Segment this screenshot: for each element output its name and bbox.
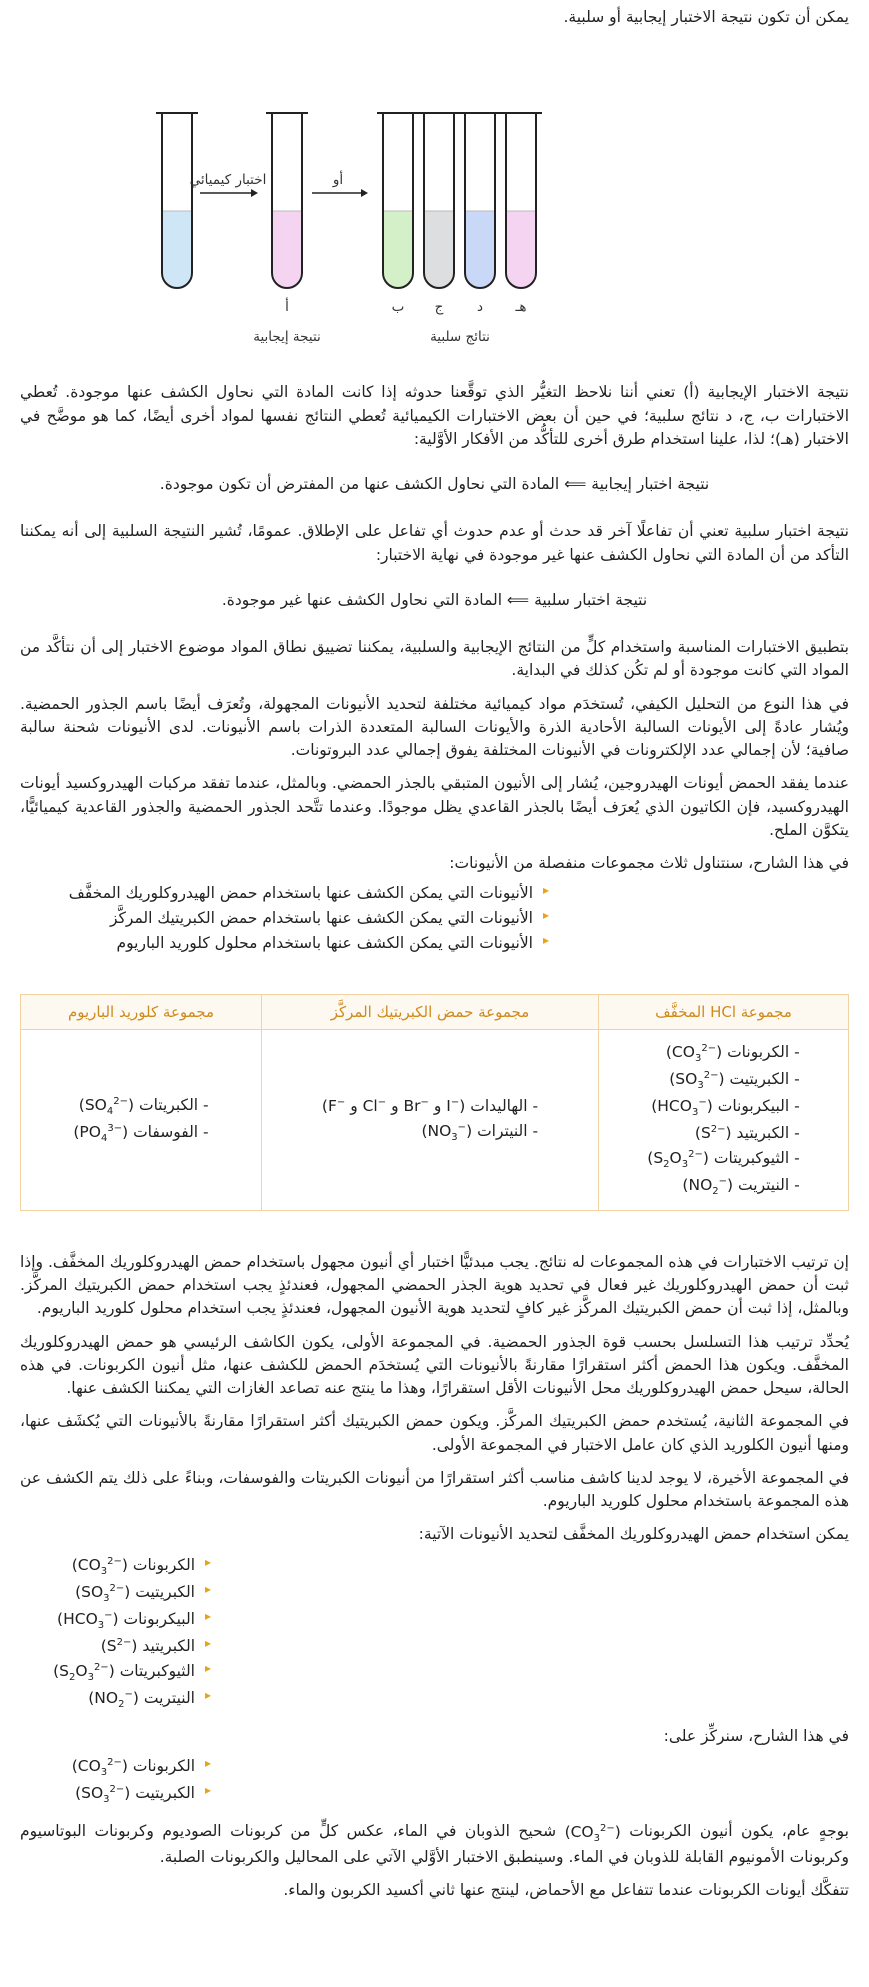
table-cell-item: - الكربونات bbox=[727, 1042, 800, 1061]
table-cell-item: - النيتريت bbox=[738, 1175, 800, 1194]
table-header-dilute-hcl: مجموعة HCl المخفَّف bbox=[599, 994, 849, 1029]
table-cell-item: - الهاليدات bbox=[470, 1096, 539, 1115]
arrow-label-or: أو bbox=[332, 172, 344, 189]
intro-text: يمكن أن تكون نتيجة الاختبار إيجابية أو سلبية. bbox=[563, 8, 849, 26]
paragraph-positive-result: نتيجة الاختبار الإيجابية (أ) تعني أننا نلاحظ التغيُّر الذي توقَّعنا حدوثه إذا كانت المادة التي نحاول الكشف عنها موجودة. تُعطي الاختبارات ب، ج، د نتائج سلبية؛ في حين أن بعض الاختبارات الكيميائية تُعطي النتائج نفسها لمواد أخرى أيضًا، كما هو موضَّح في الاختبار (هـ)؛ لذا، علينا استخدام طرق أخرى للتأكُّد من الأفكار الأوَّلية: bbox=[20, 383, 849, 448]
table-header-sulfuric-acid: مجموعة حمض الكبريتيك المركَّز bbox=[262, 994, 599, 1029]
negative-tube-b bbox=[377, 113, 419, 288]
paragraph-sequence: يُحدِّد ترتيب هذا التسلسل بحسب قوة الجذور الحمضية. في المجموعة الأولى، يكون الكاشف الرئيسي هو حمض الهيدروكلوريك المخفَّف. ويكون هذا الحمض أكثر استقرارًا مقارنةً بالأنيونات التي يُستخدَم الحمض للكشف عنها، مثل أنيون الكربونات. في هذه الحالة، سيحل حمض الهيدروكلوريك محل الأنيونات الأقل استقرارًا، وهذا ما ينتج عنه تصاعد الغازات التي يمكننا الكشف عنها. bbox=[20, 1332, 849, 1398]
anion-groups-list bbox=[20, 881, 849, 955]
paragraph-focus: في هذا الشارح، سنركِّز على: bbox=[663, 1726, 849, 1745]
list-item: ▸ الكربونات $(CO_3^{2-})$ bbox=[20, 1754, 211, 1781]
list-item: ▸ الثيوكبريتات $(S_2O_3^{2-})$ bbox=[20, 1659, 211, 1686]
tube-letter-e: هـ bbox=[515, 299, 527, 316]
paragraph-narrowing: بتطبيق الاختبارات المناسبة واستخدام كلٍّ من النتائج الإيجابية والسلبية، يمكننا تضييق نطاق المواد موضوع الاختبار إلى أن نتأكَّد من المواد التي كانت موجودة أو لم تكُن كذلك في البداية. bbox=[20, 638, 849, 680]
table-cell-item: - الكبريتيد bbox=[736, 1123, 800, 1142]
paragraph-group-two: في المجموعة الثانية، يُستخدم حمض الكبريتيك المركَّز. ويكون حمض الكبريتيك أكثر استقرارًا مقارنةً بالأنيونات التي يُكشَف عنها، ومنها أنيون الكلوريد الذي كان عامل الاختبار في المجموعة الأولى. bbox=[20, 1412, 849, 1454]
table-cell-barium-chloride-group: - الكبريتات $(SO_4^{2-})$ - الفوسفات $(PO_4^{3-})$ bbox=[21, 1029, 262, 1210]
hcl-anions-list bbox=[20, 1553, 849, 1713]
list-item: ▸ الكربونات $(CO_3^{2-})$ bbox=[20, 1553, 211, 1580]
tube-letter-d: د bbox=[476, 299, 484, 316]
arrow-or bbox=[312, 189, 368, 197]
negative-tube-e bbox=[500, 113, 542, 288]
table-header-barium-chloride: مجموعة كلوريد الباريوم bbox=[21, 994, 262, 1029]
test-tubes-figure bbox=[20, 41, 849, 361]
table-cell-item: - النيترات bbox=[477, 1121, 539, 1140]
paragraph-hcl-anions: يمكن استخدام حمض الهيدروكلوريك المخفَّف لتحديد الأنيونات الآتية: bbox=[418, 1525, 849, 1544]
list-item: ▸ النيتريت $(NO_2^-)$ bbox=[20, 1686, 211, 1713]
list-item: ▸ الأنيونات التي يمكن الكشف عنها باستخدام حمض الكبريتيك المركَّز bbox=[20, 906, 549, 931]
focus-anions-list bbox=[20, 1754, 849, 1808]
list-item: ▸ الكبريتيد $(S^{2-})$ bbox=[20, 1634, 211, 1659]
table-cell-item: - البيكربونات bbox=[717, 1096, 800, 1115]
list-item: ▸ الأنيونات التي يمكن الكشف عنها باستخدام حمض الهيدروكلوريك المخفَّف bbox=[20, 881, 549, 906]
paragraph-groups-intro: في هذا الشارح، سنتناول ثلاث مجموعات منفصلة من الأنيونات: bbox=[449, 854, 849, 872]
initial-tube bbox=[156, 113, 198, 288]
positive-caption: نتيجة إيجابية bbox=[253, 329, 321, 346]
table-cell-item: - الكبريتيت bbox=[729, 1069, 800, 1088]
table-cell-dilute-hcl-group: - الكربونات $(CO_3^{2-})$ - الكبريتيت $(SO_3^{2-})$ - البيكربونات $(HCO_3^-)$ - الكبريتيد $(S^{2-})$ - الثيوكبريتات $(S_2O_3^{2-})$ - النيتريت $(NO_2^-)$ bbox=[599, 1029, 849, 1210]
arrow-chemical-test bbox=[200, 189, 258, 197]
anion-groups-table bbox=[20, 994, 849, 1211]
list-item: ▸ البيكربونات $(HCO_3^-)$ bbox=[20, 1607, 211, 1634]
table-cell-item: - الثيوكبريتات bbox=[713, 1148, 800, 1167]
list-item: ▸ الكبريتيت $(SO_3^{2-})$ bbox=[20, 1781, 211, 1808]
paragraph-carbonate-decomposition: تتفكَّك أيونات الكربونات عندما تتفاعل مع الأحماض، لينتج عنها ثاني أكسيد الكربون والماء. bbox=[283, 1880, 849, 1899]
positive-result-statement: نتيجة اختبار إيجابية ⟸ المادة التي نحاول الكشف عنها من المفترض أن تكون موجودة. bbox=[159, 475, 710, 493]
paragraph-radicals: عندما يفقد الحمض أيونات الهيدروجين، يُشار إلى الأنيون المتبقي بالجذر الحمضي. وبالمثل، عندما تفقد مركبات الهيدروكسيد أيونات الهيدروكسيد، فإن الكاتيون الذي يُعرَف أيضًا بالجذر القاعدي يظل موجودًا. وعندما تتَّحد الجذور الحمضية والجذور القاعدية كيميائيًّا، يتكوَّن الملح. bbox=[20, 774, 849, 839]
paragraph-negative-result: نتيجة اختبار سلبية تعني أن تفاعلًا آخر قد حدث أو عدم حدوث أي تفاعل على الإطلاق. عمومًا، تُشير النتيجة السلبية إلى أنه يمكننا التأكد من أن المادة التي نحاول الكشف عنها غير موجودة في نهاية الاختبار: bbox=[20, 522, 849, 564]
paragraph-anions: في هذا النوع من التحليل الكيفي، تُستخدَم مواد كيميائية مختلفة لتحديد الأنيونات المجهولة، وتُعرَف أيضًا باسم الجذور الحمضية. ويُشار عادةً إلى الأيونات السالبة الأحادية الذرة والأيونات السالبة المتعددة الذرات باسم الأنيونات. لدى الأنيونات شحنة سالبة صافية؛ لأن إجمالي عدد الإلكترونات في الأنيونات المختلفة يفوق إجمالي عدد البروتونات. bbox=[20, 694, 849, 759]
paragraph-test-order: إن ترتيب الاختبارات في هذه المجموعات له نتائج. يجب مبدئيًّا اختبار أي أنيون مجهول باستخدام حمض الهيدروكلوريك المخفَّف. وإذا ثبت أن حمض الهيدروكلوريك غير فعال في تحديد هوية الجذر الحمضي المجهول، فعندئذٍ يجب استخدام حمض الكبريتيك المركَّز. وبالمثل، إذا ثبت أن حمض الكبريتيك المركَّز غير كافٍ لتحديد هوية الأنيون المجهول، فعندئذٍ يجب استخدام محلول كلوريد الباريوم. bbox=[20, 1252, 849, 1318]
negative-caption: نتائج سلبية bbox=[430, 329, 490, 346]
list-item: ▸ الأنيونات التي يمكن الكشف عنها باستخدام محلول كلوريد الباريوم bbox=[20, 931, 549, 956]
negative-tube-c bbox=[418, 113, 460, 288]
paragraph-final-group: في المجموعة الأخيرة، لا يوجد لدينا كاشف مناسب أكثر استقرارًا من أنيونات الكبريتات والفوسفات، وبناءً على ذلك يتم الكشف عن هذه المجموعة باستخدام محلول كلوريد الباريوم. bbox=[20, 1468, 849, 1511]
tube-letter-c: ج bbox=[434, 299, 444, 316]
paragraph-carbonate-solubility: بوجهٍ عام، يكون أنيون الكربونات $(CO_3^{2-})$ شحيح الذوبان في الماء، عكس كلٍّ من كربونات الصوديوم وكربونات البوتاسيوم وكربونات الأمونيوم القابلة للذوبان في الماء. وسينطبق الاختبار الأوَّلي الآتي على المحاليل والكربونات الصلبة. bbox=[20, 1822, 849, 1866]
arrow-label-chemical-test: اختبار كيميائي bbox=[189, 172, 267, 189]
table-cell-item: - الفوسفات bbox=[133, 1122, 209, 1141]
negative-result-statement: نتيجة اختبار سلبية ⟸ المادة التي نحاول الكشف عنها غير موجودة. bbox=[221, 590, 648, 609]
tube-letter-b: ب bbox=[391, 299, 405, 316]
negative-tube-d bbox=[459, 113, 501, 288]
table-cell-item: - الكبريتات bbox=[138, 1095, 209, 1114]
list-item: ▸ الكبريتيت $(SO_3^{2-})$ bbox=[20, 1580, 211, 1607]
table-cell-sulfuric-acid-group: - الهاليدات (F− و Cl− و Br− و I−) - النيترات $(NO_3^-)$ bbox=[262, 1029, 599, 1210]
tube-letter-a: أ bbox=[285, 299, 289, 316]
positive-tube bbox=[266, 113, 308, 288]
